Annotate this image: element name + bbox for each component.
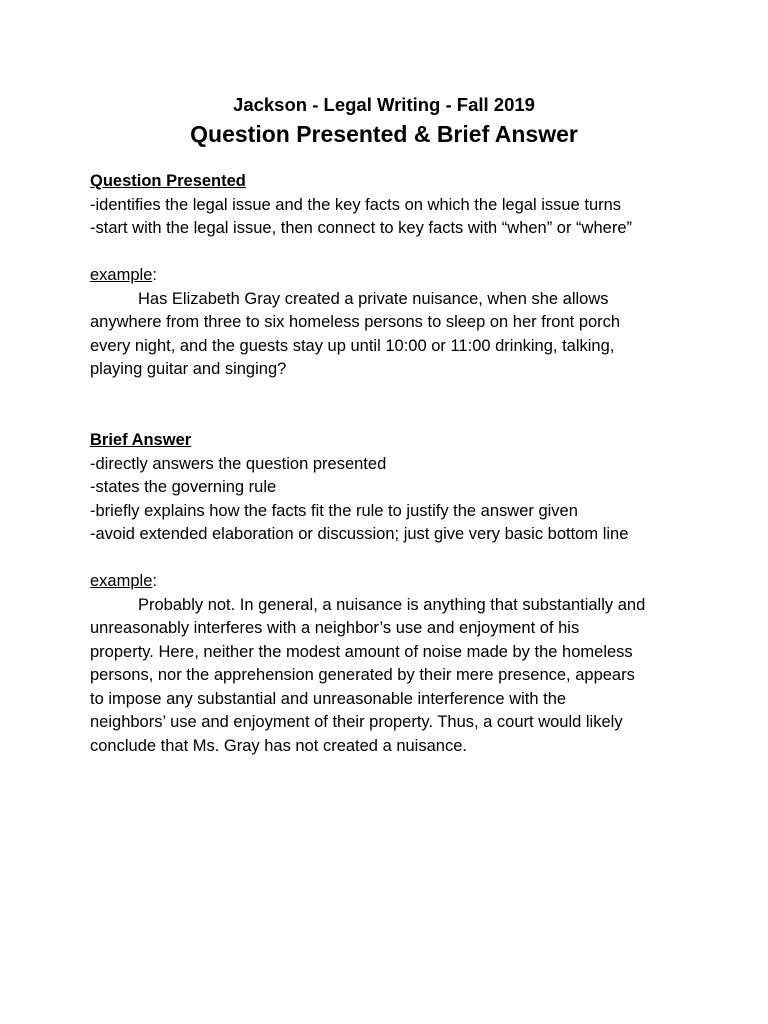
question-presented-example-label: example: — [90, 266, 157, 284]
course-line: Jackson - Legal Writing - Fall 2019 — [233, 94, 535, 115]
brief-answer-bullet: -states the governing rule — [90, 478, 277, 496]
brief-answer-example-line: unreasonably interferes with a neighbor’s use and enjoyment of his — [90, 619, 580, 637]
brief-answer-bullet: -directly answers the question presented — [90, 454, 387, 473]
document-header — [0, 92, 768, 150]
question-presented-heading: Question Presented — [90, 172, 246, 190]
brief-answer-example-line: Probably not. In general, a nuisance is anything that substantially and — [138, 595, 646, 614]
brief-answer-example-line: conclude that Ms. Gray has not created a nuisance. — [90, 736, 467, 755]
question-presented-bullet: -identifies the legal issue and the key facts on which the legal issue turns — [90, 195, 622, 214]
brief-answer-section — [90, 429, 690, 758]
brief-answer-bullet: -avoid extended elaboration or discussion; just give very basic bottom line — [90, 525, 629, 543]
question-presented-bullet: -start with the legal issue, then connect to key facts with “when” or “where” — [90, 219, 632, 237]
question-presented-example-line: Has Elizabeth Gray created a private nuisance, when she allows — [138, 289, 609, 308]
question-presented-example-line: anywhere from three to six homeless persons to sleep on her front porch — [90, 313, 621, 331]
brief-answer-example-line: persons, nor the apprehension generated by their mere presence, appears — [90, 666, 635, 684]
brief-answer-example-line: property. Here, neither the modest amount of noise made by the homeless — [90, 642, 633, 661]
document-title: Question Presented & Brief Answer — [190, 121, 578, 147]
brief-answer-example-label: example: — [90, 572, 157, 590]
question-presented-section — [90, 170, 690, 382]
brief-answer-example-line: neighbors’ use and enjoyment of their property. Thus, a court would likely — [90, 713, 623, 731]
brief-answer-heading: Brief Answer — [90, 431, 192, 449]
brief-answer-example-line: to impose any substantial and unreasonable interference with the — [90, 689, 567, 708]
question-presented-example-line: playing guitar and singing? — [90, 360, 287, 378]
brief-answer-bullet: -briefly explains how the facts fit the rule to justify the answer given — [90, 501, 578, 520]
question-presented-example-line: every night, and the guests stay up until 10:00 or 11:00 drinking, talking, — [90, 336, 615, 355]
